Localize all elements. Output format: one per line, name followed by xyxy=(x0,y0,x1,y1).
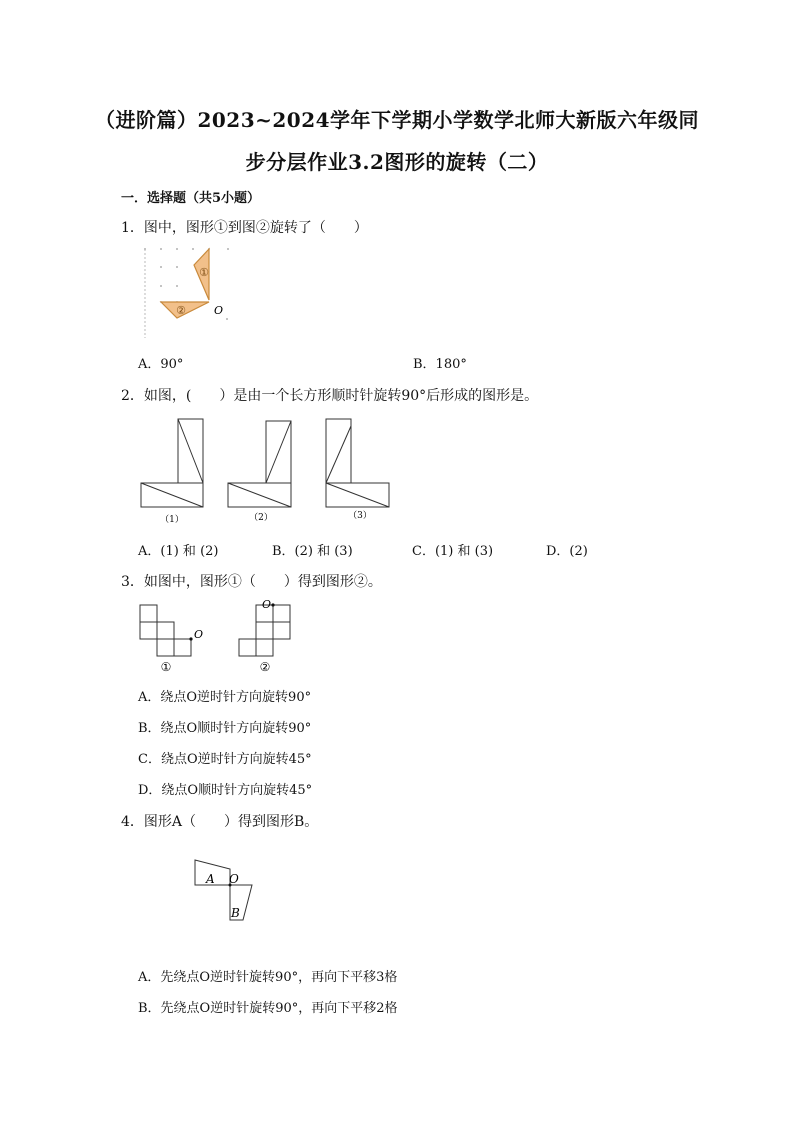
shape-2-cell xyxy=(256,639,273,656)
question-4-option-a[interactable]: A．先绕点O逆时针旋转90°，再向下平移3格 xyxy=(138,970,398,985)
point-o xyxy=(271,603,274,606)
shape-1-label: ① xyxy=(160,660,172,674)
question-3-option-a[interactable]: A．绕点O逆时针方向旋转90° xyxy=(138,690,312,705)
fig2-horizontal-diagonal xyxy=(228,483,291,507)
shape-2-label: ② xyxy=(259,660,271,674)
shape-1-point-label: O xyxy=(194,628,204,641)
question-3-figure xyxy=(136,598,306,676)
question-2-figure xyxy=(138,416,398,528)
fig1-horizontal-diagonal xyxy=(141,483,203,507)
shape-1-cell xyxy=(157,639,174,656)
fig3-horizontal-diagonal xyxy=(326,483,389,507)
point-o-label: O xyxy=(214,304,224,317)
shape-1-cell xyxy=(140,622,157,639)
shape-2-cell xyxy=(239,639,256,656)
shape-b-label: B xyxy=(231,906,240,920)
question-1-option-b[interactable]: B．180° xyxy=(413,357,467,372)
question-4-option-b[interactable]: B．先绕点O逆时针旋转90°，再向下平移2格 xyxy=(138,1001,398,1016)
question-1-option-a[interactable]: A．90° xyxy=(138,357,184,372)
fig2-caption: （2） xyxy=(249,513,273,523)
page-title-line-2: 步分层作业3.2图形的旋转（二） xyxy=(245,150,549,174)
fig3-caption: （3） xyxy=(348,511,372,521)
question-4-stem: 4．图形A（ ）得到图形B。 xyxy=(121,814,319,830)
section-heading: 一．选择题（共5小题） xyxy=(121,191,261,206)
question-3-stem: 3．如图中，图形①（ ）得到图形②。 xyxy=(121,574,382,590)
shape-2-cell xyxy=(273,622,290,639)
shape-2-point-label: O xyxy=(262,598,272,611)
question-2-option-a[interactable]: A．(1) 和 (2) xyxy=(138,544,219,559)
point-o-label: O xyxy=(229,872,239,886)
question-3-option-d[interactable]: D．绕点O顺时针方向旋转45° xyxy=(138,783,313,798)
fig1-vertical-diagonal xyxy=(178,419,203,483)
shape-2-cell xyxy=(273,605,290,622)
shape-2-label: ② xyxy=(176,304,186,317)
fig1-caption: （1） xyxy=(160,515,184,525)
shape-1-cell xyxy=(157,622,174,639)
fig3-vertical-diagonal xyxy=(326,426,351,483)
question-1-figure xyxy=(138,244,248,344)
shape-1-cell xyxy=(174,639,191,656)
shape-1-cell xyxy=(140,605,157,622)
question-2-option-b[interactable]: B．(2) 和 (3) xyxy=(272,544,353,559)
shape-1-label: ① xyxy=(199,266,209,279)
question-2-stem: 2．如图，( ）是由一个长方形顺时针旋转90°后形成的图形是。 xyxy=(121,388,539,404)
shape-a-label: A xyxy=(206,872,215,886)
question-3-option-b[interactable]: B．绕点O顺时针方向旋转90° xyxy=(138,721,312,736)
shape-2-cell xyxy=(256,622,273,639)
question-2-option-c[interactable]: C．(1) 和 (3) xyxy=(412,544,494,559)
page-title-line-1: （进阶篇）2023~2024学年下学期小学数学北师大新版六年级同 xyxy=(94,108,700,132)
fig2-vertical-diagonal xyxy=(266,421,291,483)
point-o xyxy=(189,637,192,640)
question-1-stem: 1．图中，图形①到图②旋转了（ ） xyxy=(121,220,368,236)
question-4-figure xyxy=(190,855,260,925)
question-2-option-d[interactable]: D．(2) xyxy=(546,544,588,559)
question-3-option-c[interactable]: C．绕点O逆时针方向旋转45° xyxy=(138,752,312,767)
